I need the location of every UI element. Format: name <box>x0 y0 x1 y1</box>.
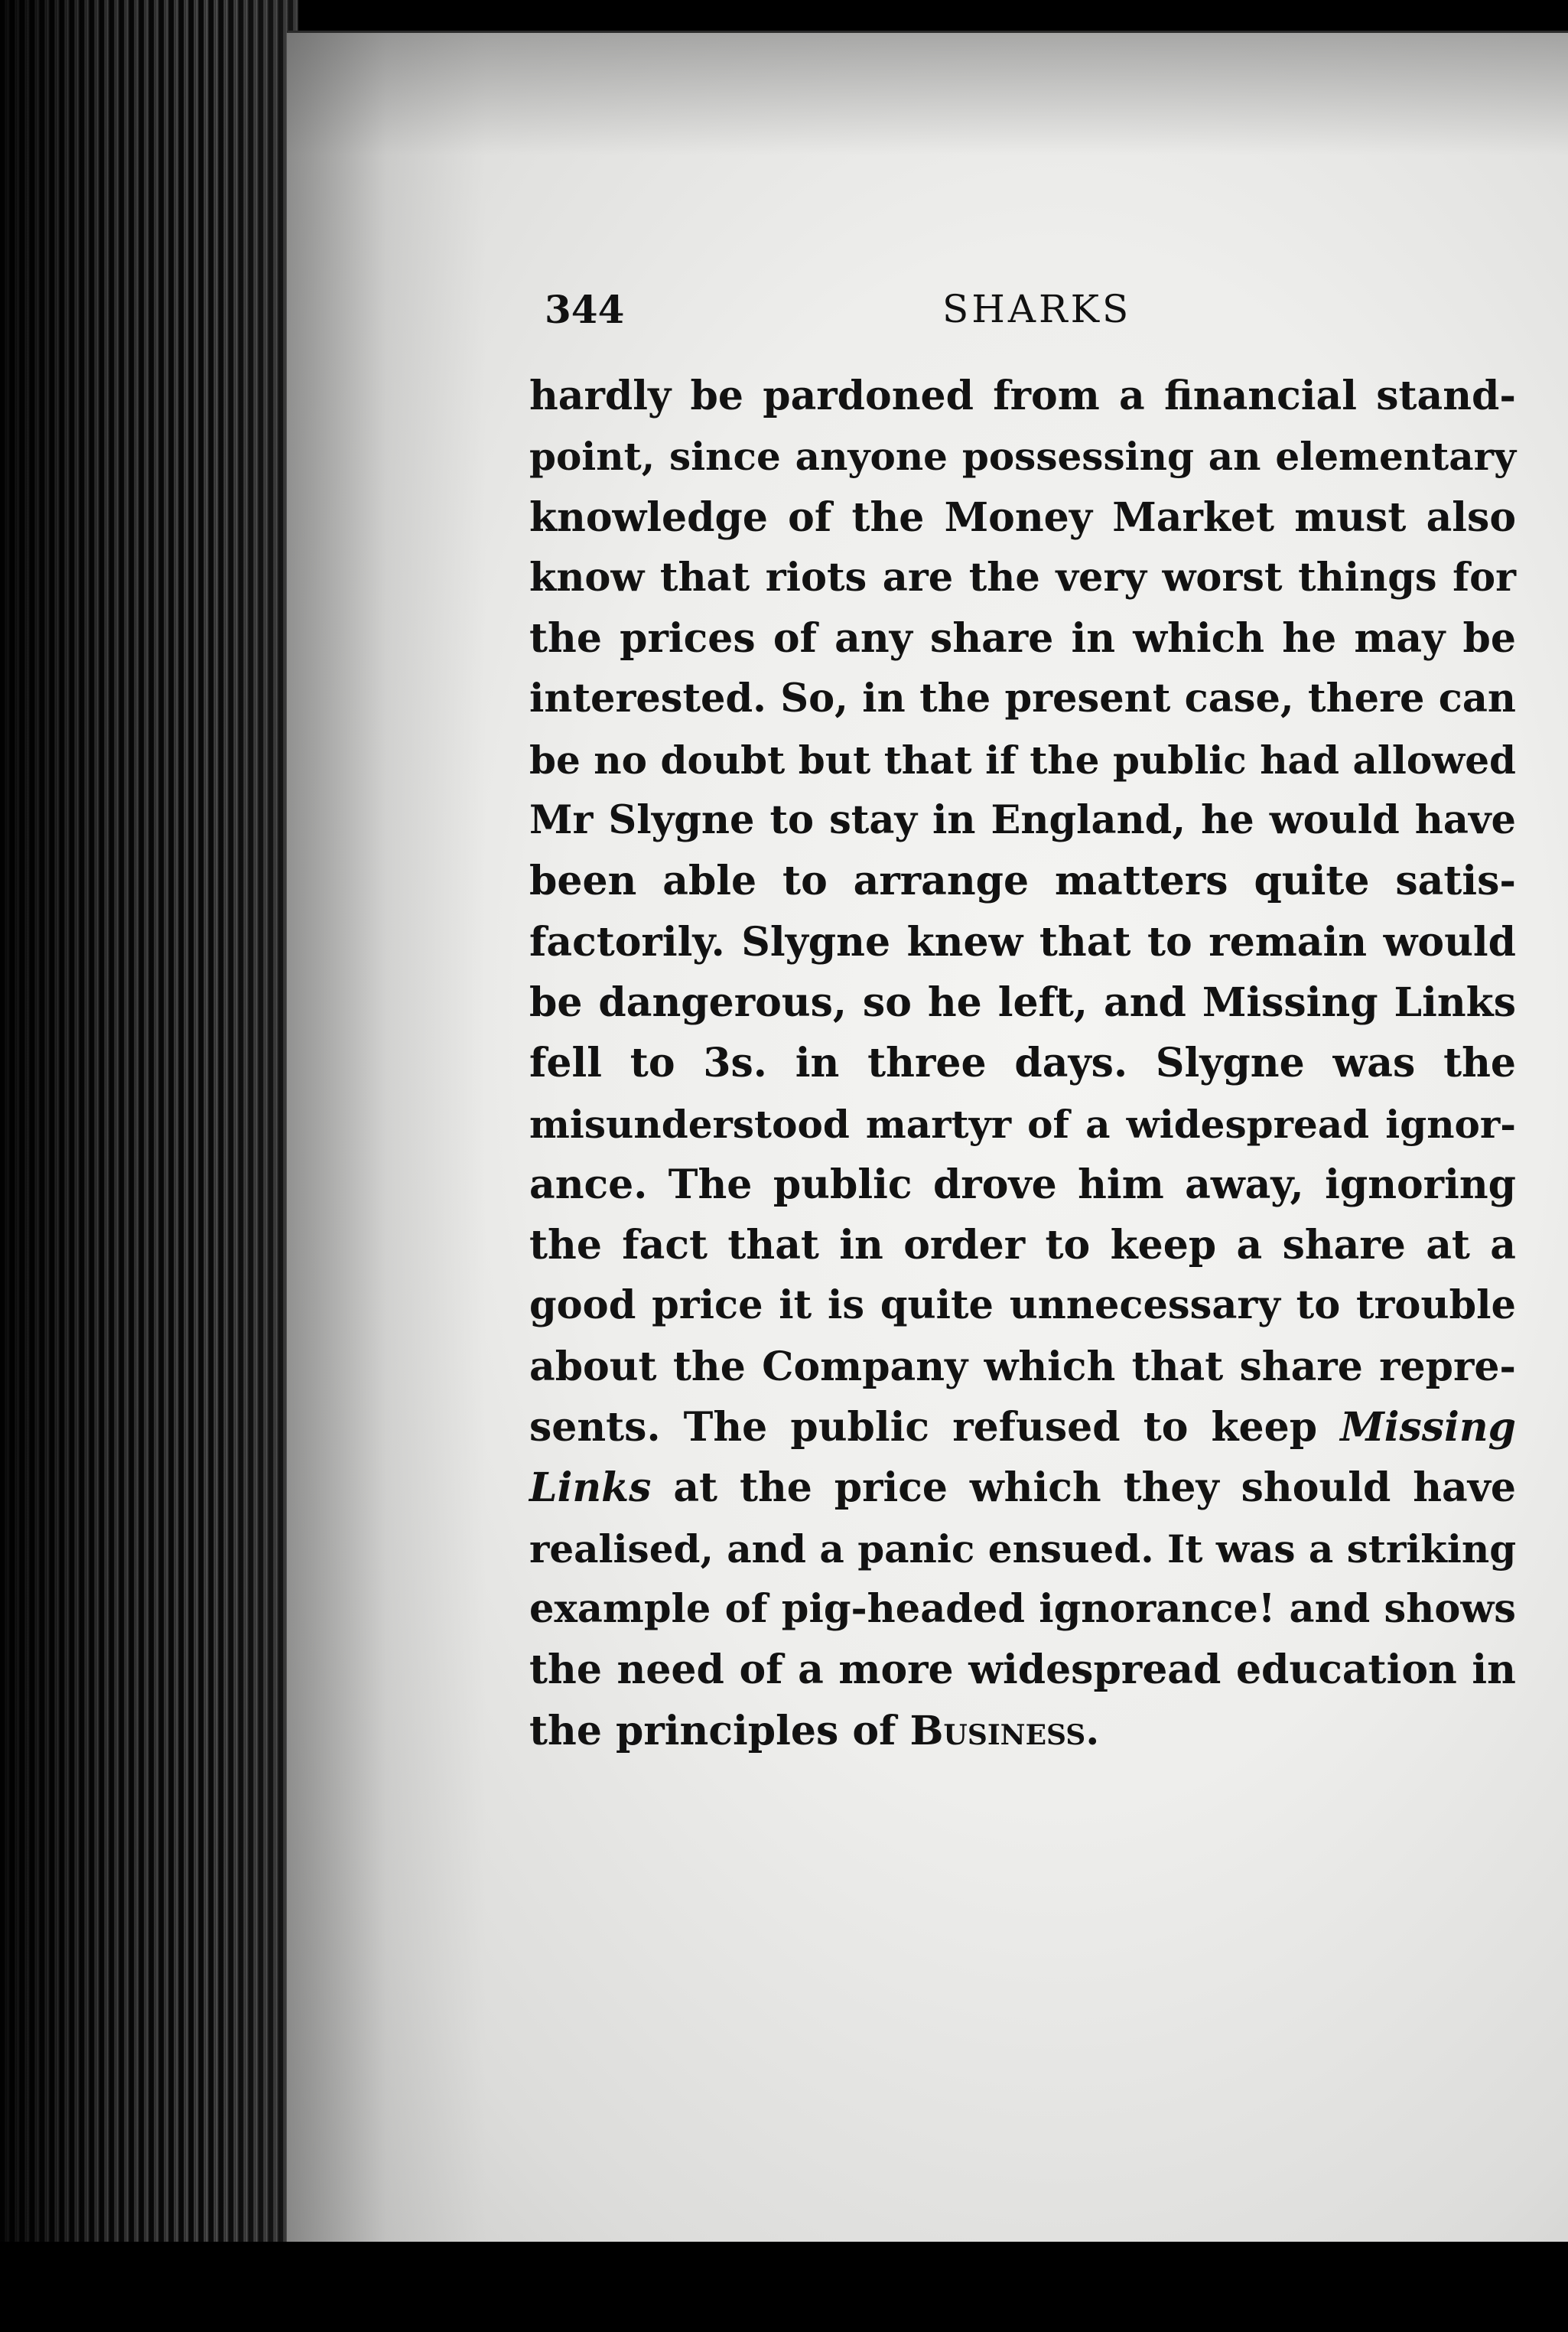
text-line: the fact that in order to keep a share at a <box>529 1222 1516 1269</box>
text-line: interested. So, in the present case, there can <box>529 676 1516 722</box>
running-head <box>545 287 1516 340</box>
page-gutter-shadow <box>287 33 486 2244</box>
text-line: misunderstood martyr of a widespread ignor- <box>529 1101 1516 1147</box>
text-line: the prices of any share in which he may be <box>529 615 1516 663</box>
text-line: fell to 3s. in three days. Slygne was the <box>529 1040 1516 1087</box>
italic-title-missing: Missing <box>1340 1404 1516 1451</box>
text-segment: sents. The public refused to keep <box>529 1404 1318 1451</box>
page-number: 344 <box>545 287 625 332</box>
text-line: be dangerous, so he left, and Missing Links <box>529 979 1516 1026</box>
scan-bottom-margin <box>0 2242 1568 2332</box>
italic-title-links: Links <box>529 1464 652 1512</box>
text-line: be no doubt but that if the public had allowed <box>529 737 1516 783</box>
page-top-shadow <box>287 33 1568 155</box>
text-line: realised, and a panic ensued. It was a striking <box>529 1526 1517 1571</box>
text-line: hardly be pardoned from a financial stand- <box>529 373 1516 419</box>
text-line-with-italic <box>529 1397 1516 1458</box>
text-line-with-italic <box>529 1458 1516 1518</box>
page-edges-shadow <box>0 0 298 2332</box>
text-line-final <box>529 1701 1516 1761</box>
text-line: point, since anyone possessing an elementary <box>529 434 1516 480</box>
text-line: good price it is quite unnecessary to trouble <box>529 1282 1516 1329</box>
body-text <box>529 366 1516 1761</box>
text-line: knowledge of the Money Market must also <box>529 493 1516 541</box>
small-caps-business: Business. <box>909 1707 1100 1754</box>
text-line: ance. The public drove him away, ignoring <box>529 1161 1516 1208</box>
text-line: factorily. Slygne knew that to remain would <box>529 918 1516 966</box>
text-line: know that riots are the very worst things for <box>529 554 1516 601</box>
text-segment: the principles of <box>529 1707 896 1754</box>
text-line: Mr Slygne to stay in England, he would have <box>529 797 1516 844</box>
text-line: the need of a more widespread education in <box>529 1646 1516 1694</box>
text-line: been able to arrange matters quite satis- <box>529 858 1516 905</box>
running-title: SHARKS <box>942 287 1132 331</box>
text-segment: at the price which they should have <box>673 1464 1517 1512</box>
text-line: example of pig-headed ignorance! and shows <box>529 1585 1516 1632</box>
text-line: about the Company which that share repre- <box>529 1343 1516 1390</box>
